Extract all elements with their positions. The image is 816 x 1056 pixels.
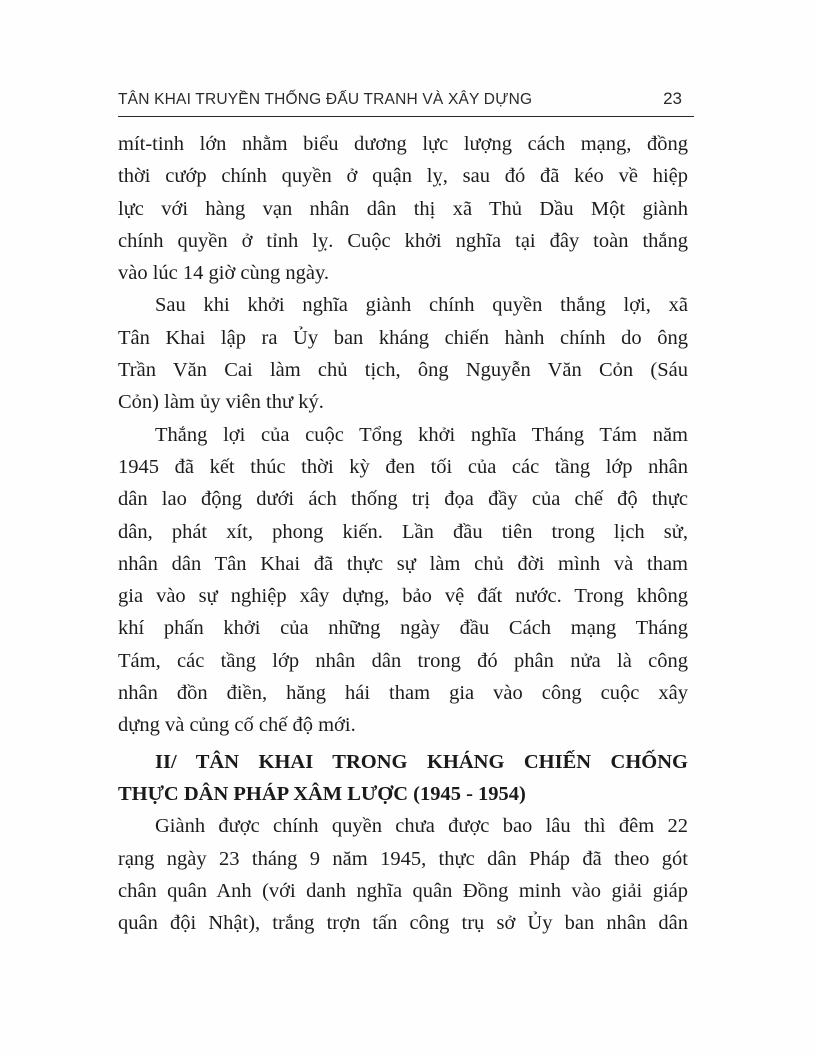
paragraph [118,128,688,289]
text-line: dựng và củng cố chế độ mới. [118,714,356,737]
text-line: dân lao động dưới ách thống trị đọa đầy của chế độ thực [118,488,688,511]
text-line: Tân Khai lập ra Ủy ban kháng chiến hành chính do ông [118,326,688,349]
text-line: gia vào sự nghiệp xây dựng, bảo vệ đất nước. Trong không [118,585,688,608]
text-line: Thắng lợi của cuộc Tổng khởi nghĩa Tháng Tám năm [155,423,688,446]
text-line: Tám, các tầng lớp nhân dân trong đó phân nửa là công [118,649,688,672]
text-line: Giành được chính quyền chưa được bao lâu thì đêm 22 [155,815,688,838]
page-number: 23 [663,89,682,108]
running-title: TÂN KHAI TRUYỀN THỐNG ĐẤU TRANH VÀ XÂY DỰNG [118,91,533,108]
text-line: vào lúc 14 giờ cùng ngày. [118,262,330,285]
text-line: khí phấn khởi của những ngày đầu Cách mạng Tháng [118,617,688,640]
text-line: chân quân Anh (với danh nghĩa quân Đồng minh vào giải giáp [118,879,688,902]
text-line: lực với hàng vạn nhân dân thị xã Thủ Dầu Một giành [118,197,688,220]
text-line: quân đội Nhật), trắng trợn tấn công trụ sở Ủy ban nhân dân [118,912,688,935]
section-heading [118,746,688,811]
text-line: dân, phát xít, phong kiến. Lần đầu tiên trong lịch sử, [118,520,688,543]
paragraph [118,289,688,418]
heading-line: THỰC DÂN PHÁP XÂM LƯỢC (1945 - 1954) [118,782,526,805]
text-line: chính quyền ở tỉnh lỵ. Cuộc khởi nghĩa tại đây toàn thắng [118,229,688,252]
text-line: Sau khi khởi nghĩa giành chính quyền thắng lợi, xã [155,294,688,317]
text-line: nhân dân Tân Khai đã thực sự làm chủ đời mình và tham [118,552,688,575]
text-line: Trần Văn Cai làm chủ tịch, ông Nguyễn Văn Cỏn (Sáu [118,359,688,382]
running-header [118,86,694,117]
text-line: mít-tinh lớn nhằm biểu dương lực lượng cách mạng, đồng [118,133,688,155]
text-line: rạng ngày 23 tháng 9 năm 1945, thực dân Pháp đã theo gót [118,847,688,870]
text-line: 1945 đã kết thúc thời kỳ đen tối của các tầng lớp nhân [118,455,688,478]
paragraph [118,419,688,742]
text-line: nhân đồn điền, hăng hái tham gia vào công cuộc xây [118,682,688,705]
body-text [118,128,688,939]
heading-line: II/ TÂN KHAI TRONG KHÁNG CHIẾN CHỐNG [155,750,688,773]
paragraph [118,810,688,939]
text-line: Cỏn) làm ủy viên thư ký. [118,391,324,414]
text-line: thời cướp chính quyền ở quận lỵ, sau đó đã kéo về hiệp [118,165,688,188]
